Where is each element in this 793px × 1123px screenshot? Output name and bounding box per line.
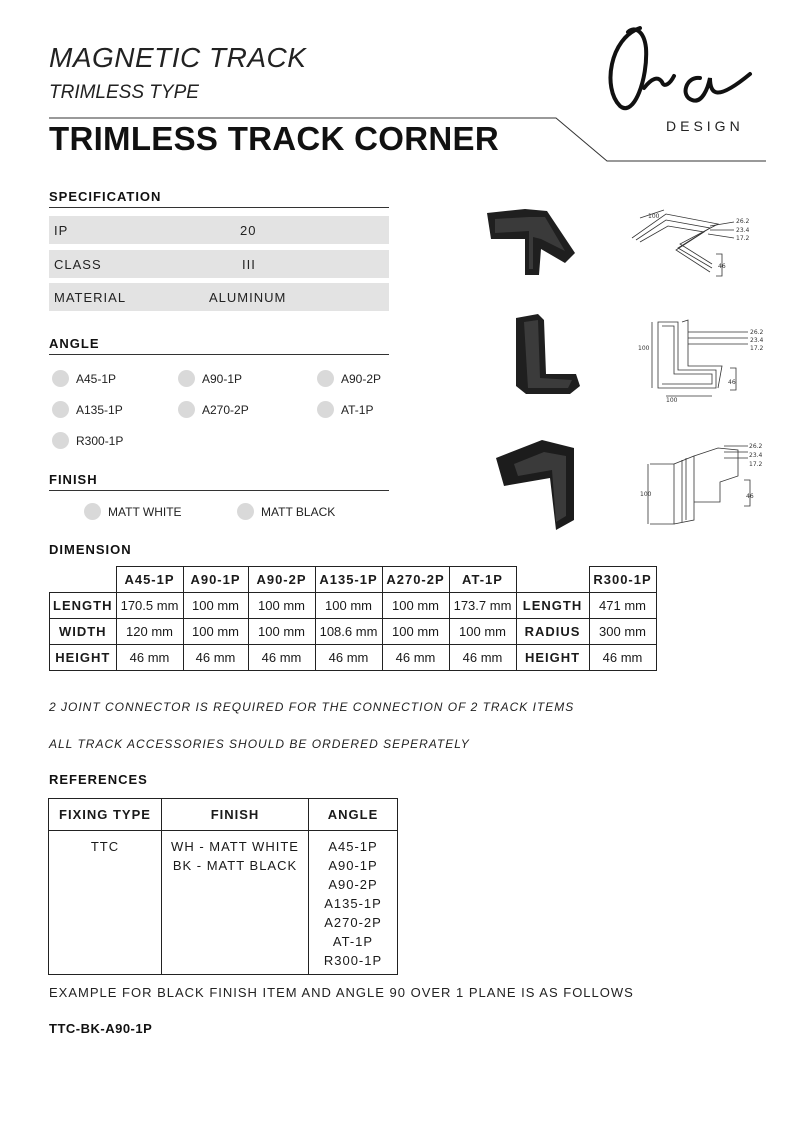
- radio-dot: [178, 370, 195, 387]
- option-label: AT-1P: [341, 402, 374, 417]
- radio-dot: [178, 401, 195, 418]
- technical-drawing-a45: [626, 208, 766, 280]
- table-row: [50, 619, 657, 645]
- angle-option-at-1p[interactable]: [317, 401, 373, 418]
- column-header: R300-1P: [589, 567, 656, 593]
- radio-dot: [52, 401, 69, 418]
- row-header: RADIUS: [516, 619, 589, 645]
- ora-design-logo: [600, 18, 760, 138]
- table-cell: 46 mm: [248, 645, 315, 671]
- row-header: LENGTH: [50, 593, 117, 619]
- spec-value: III: [242, 257, 256, 272]
- dim-label: 100: [648, 213, 660, 220]
- table-cell: [50, 567, 117, 593]
- dim-label: 26.2: [736, 218, 750, 225]
- radio-dot: [84, 503, 101, 520]
- spec-value: ALUMINUM: [209, 290, 287, 305]
- section-divider: [49, 354, 389, 355]
- angle-option-a45-1p[interactable]: [52, 370, 116, 387]
- section-divider: [49, 207, 389, 208]
- list-item: A270-2P: [324, 915, 382, 930]
- table-cell: 100 mm: [248, 619, 315, 645]
- table-cell: 300 mm: [589, 619, 656, 645]
- dim-label: 100: [638, 345, 650, 352]
- list-item: AT-1P: [332, 934, 374, 949]
- angle-option-a90-1p[interactable]: [178, 370, 242, 387]
- specification-title: SPECIFICATION: [49, 189, 162, 204]
- option-label: A270-2P: [202, 402, 249, 417]
- option-label: A90-1P: [202, 371, 243, 386]
- column-header: A135-1P: [315, 567, 382, 593]
- table-row: [49, 799, 398, 831]
- table-cell: 100 mm: [382, 619, 449, 645]
- dimension-title: DIMENSION: [49, 542, 132, 557]
- product-image-a90-2p: [494, 438, 578, 532]
- list-item: R300-1P: [323, 953, 383, 968]
- table-cell: 100 mm: [183, 593, 248, 619]
- table-cell: [516, 567, 589, 593]
- section-divider: [49, 490, 389, 491]
- table-cell: 170.5 mm: [116, 593, 183, 619]
- list-item: BK - MATT BLACK: [172, 858, 298, 873]
- technical-drawing-a90-2p: [638, 440, 768, 528]
- note-connector: 2 JOINT CONNECTOR IS REQUIRED FOR THE CONNECTION OF 2 TRACK ITEMS: [49, 700, 575, 714]
- row-header: WIDTH: [50, 619, 117, 645]
- option-label: A45-1P: [76, 371, 117, 386]
- dim-label: 100: [666, 397, 678, 404]
- radio-dot: [52, 432, 69, 449]
- example-code: TTC-BK-A90-1P: [49, 1021, 153, 1036]
- list-item: A90-1P: [328, 858, 378, 873]
- radio-dot: [237, 503, 254, 520]
- option-label: A90-2P: [341, 371, 382, 386]
- table-row: [50, 593, 657, 619]
- table-cell: 46 mm: [589, 645, 656, 671]
- references-title: REFERENCES: [49, 772, 148, 787]
- dim-label: 46: [718, 263, 726, 270]
- logo-wordmark: DESIGN: [666, 118, 744, 134]
- table-row: [50, 645, 657, 671]
- dim-label: 17.2: [749, 461, 763, 468]
- option-label: A135-1P: [76, 402, 123, 417]
- spec-key: MATERIAL: [54, 290, 127, 305]
- column-header: FINISH: [162, 799, 309, 831]
- table-cell: 100 mm: [382, 593, 449, 619]
- category-heading: MAGNETIC TRACK: [49, 42, 307, 73]
- table-cell: 46 mm: [183, 645, 248, 671]
- column-header: ANGLE: [309, 799, 398, 831]
- list-item: A45-1P: [328, 839, 378, 854]
- list-item: TTC: [90, 839, 120, 854]
- option-label: R300-1P: [76, 433, 124, 448]
- spec-key: IP: [54, 223, 69, 238]
- dim-label: 17.2: [750, 345, 764, 352]
- column-header: A45-1P: [116, 567, 183, 593]
- column-header: AT-1P: [449, 567, 516, 593]
- spec-key: CLASS: [54, 257, 102, 272]
- table-cell: 46 mm: [449, 645, 516, 671]
- dim-label: 23.4: [750, 337, 764, 344]
- list-item: A135-1P: [324, 896, 382, 911]
- references-table: [48, 798, 398, 975]
- angle-option-a135-1p[interactable]: [52, 401, 123, 418]
- dim-label: 26.2: [750, 329, 764, 336]
- radio-dot: [317, 401, 334, 418]
- table-cell: 108.6 mm: [315, 619, 382, 645]
- table-cell: 46 mm: [116, 645, 183, 671]
- finish-option-matt-black[interactable]: [237, 503, 335, 520]
- angle-cell: [309, 831, 398, 975]
- table-cell: 100 mm: [248, 593, 315, 619]
- list-item: WH - MATT WHITE: [171, 839, 299, 854]
- option-label: MATT BLACK: [261, 504, 336, 519]
- spec-value: 20: [240, 223, 257, 238]
- product-image-a45: [485, 205, 577, 277]
- dim-label: 23.4: [749, 452, 763, 459]
- radio-dot: [52, 370, 69, 387]
- angle-title: ANGLE: [49, 336, 100, 351]
- column-header: A270-2P: [382, 567, 449, 593]
- finish-title: FINISH: [49, 472, 98, 487]
- spec-row-class: [49, 250, 389, 278]
- column-header: A90-2P: [248, 567, 315, 593]
- dim-label: 23.4: [736, 227, 750, 234]
- spec-row-ip: [49, 216, 389, 244]
- table-cell: 100 mm: [449, 619, 516, 645]
- table-row: [50, 567, 657, 593]
- finish-option-matt-white[interactable]: [84, 503, 182, 520]
- column-header: A90-1P: [183, 567, 248, 593]
- table-row: [49, 831, 398, 975]
- note-accessories: ALL TRACK ACCESSORIES SHOULD BE ORDERED SEPERATELY: [49, 737, 470, 751]
- example-text: EXAMPLE FOR BLACK FINISH ITEM AND ANGLE 90 OVER 1 PLANE IS AS FOLLOWS: [49, 985, 634, 1000]
- table-cell: 100 mm: [183, 619, 248, 645]
- dimension-table: [49, 566, 657, 671]
- dim-label: 17.2: [736, 235, 750, 242]
- product-image-a90-1p: [510, 312, 582, 396]
- table-cell: 46 mm: [315, 645, 382, 671]
- table-cell: 471 mm: [589, 593, 656, 619]
- subcategory-heading: TRIMLESS TYPE: [49, 82, 199, 103]
- option-label: MATT WHITE: [108, 504, 182, 519]
- angle-option-r300-1p[interactable]: [52, 432, 123, 449]
- dim-label: 26.2: [749, 443, 763, 450]
- table-cell: 100 mm: [315, 593, 382, 619]
- dim-label: 100: [640, 491, 652, 498]
- finish-cell: [162, 831, 309, 975]
- page-title: TRIMLESS TRACK CORNER: [49, 120, 499, 157]
- angle-option-a90-2p[interactable]: [317, 370, 381, 387]
- dim-label: 46: [746, 493, 754, 500]
- spec-row-material: [49, 283, 389, 311]
- table-cell: 173.7 mm: [449, 593, 516, 619]
- dim-label: 46: [728, 379, 736, 386]
- table-cell: 46 mm: [382, 645, 449, 671]
- table-cell: 120 mm: [116, 619, 183, 645]
- list-item: A90-2P: [328, 877, 378, 892]
- column-header: FIXING TYPE: [49, 799, 162, 831]
- angle-option-a270-2p[interactable]: [178, 401, 249, 418]
- row-header: HEIGHT: [516, 645, 589, 671]
- technical-drawing-a90-1p: [638, 318, 768, 404]
- radio-dot: [317, 370, 334, 387]
- row-header: LENGTH: [516, 593, 589, 619]
- row-header: HEIGHT: [50, 645, 117, 671]
- fixing-type-cell: [49, 831, 162, 975]
